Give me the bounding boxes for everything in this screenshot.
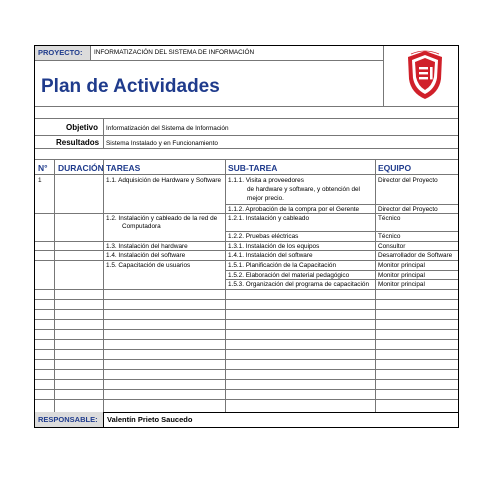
equipo-8: Monitor principal xyxy=(378,272,425,279)
tarea-2-line1: 1.2. Instalación y cableado de la red de xyxy=(106,215,218,222)
subtarea-5: 1.3.1. Instalación de los equipos xyxy=(228,243,320,250)
resultados-label: Resultados xyxy=(56,138,100,147)
objetivo-label: Objetivo xyxy=(66,123,99,132)
equipo-6: Desarrollador de Software xyxy=(378,252,453,259)
col-tareas: TAREAS xyxy=(106,163,141,173)
subtarea-4: 1.2.2. Pruebas eléctricas xyxy=(228,233,299,240)
page-title: Plan de Actividades xyxy=(41,76,220,97)
col-duracion: DURACIÓN xyxy=(58,163,104,173)
proyecto-value: INFORMATIZACIÓN DEL SISTEMA DE INFORMACIÓN xyxy=(94,49,255,56)
tarea-2-line2: Computadora xyxy=(122,223,161,230)
subtarea-7: 1.5.1. Planificación de la Capacitación xyxy=(228,262,336,269)
tarea-3: 1.3. Instalación del hardware xyxy=(106,243,188,250)
subtarea-1-line1: 1.1.1. Visita a proveedores xyxy=(228,177,304,184)
subtarea-1-line2: de hardware y software, y obtención del xyxy=(247,186,360,193)
col-subtarea: SUB-TAREA xyxy=(228,163,278,173)
subtarea-8: 1.5.2. Elaboración del material pedagógico xyxy=(228,272,350,279)
equipo-1: Director del Proyecto xyxy=(378,177,438,184)
equipo-9: Monitor principal xyxy=(378,281,425,288)
tarea-1: 1.1. Adquisición de Hardware y Software xyxy=(106,177,222,184)
tarea-4: 1.4. Instalación del software xyxy=(106,252,186,259)
equipo-4: Técnico xyxy=(378,233,401,240)
proyecto-label: PROYECTO: xyxy=(38,48,83,57)
resultados-value: Sistema Instalado y en Funcionamiento xyxy=(106,140,218,147)
tarea-5: 1.5. Capacitación de usuarios xyxy=(106,262,191,269)
activity-plan-sheet xyxy=(34,45,459,428)
col-num: N° xyxy=(38,163,48,173)
shield-logo-icon xyxy=(405,49,445,101)
subtarea-9: 1.5.3. Organización del programa de capacitación xyxy=(228,281,370,288)
equipo-3: Técnico xyxy=(378,215,401,222)
responsable-value: Valentín Prieto Saucedo xyxy=(107,415,193,424)
equipo-7: Monitor principal xyxy=(378,262,425,269)
subtarea-3: 1.2.1. Instalación y cableado xyxy=(228,215,310,222)
responsable-label: RESPONSABLE: xyxy=(38,415,98,424)
subtarea-2: 1.1.2. Aprobación de la compra por el Gerente xyxy=(228,206,360,213)
subtarea-6: 1.4.1. Instalación del software xyxy=(228,252,313,259)
equipo-2: Director del Proyecto xyxy=(378,206,438,213)
equipo-5: Consultor xyxy=(378,243,406,250)
objetivo-value: Informatización del Sistema de Información xyxy=(106,125,229,132)
subtarea-1-line3: mejor precio. xyxy=(247,195,284,202)
row-num-1: 1 xyxy=(38,177,42,184)
col-equipo: EQUIPO xyxy=(378,163,412,173)
